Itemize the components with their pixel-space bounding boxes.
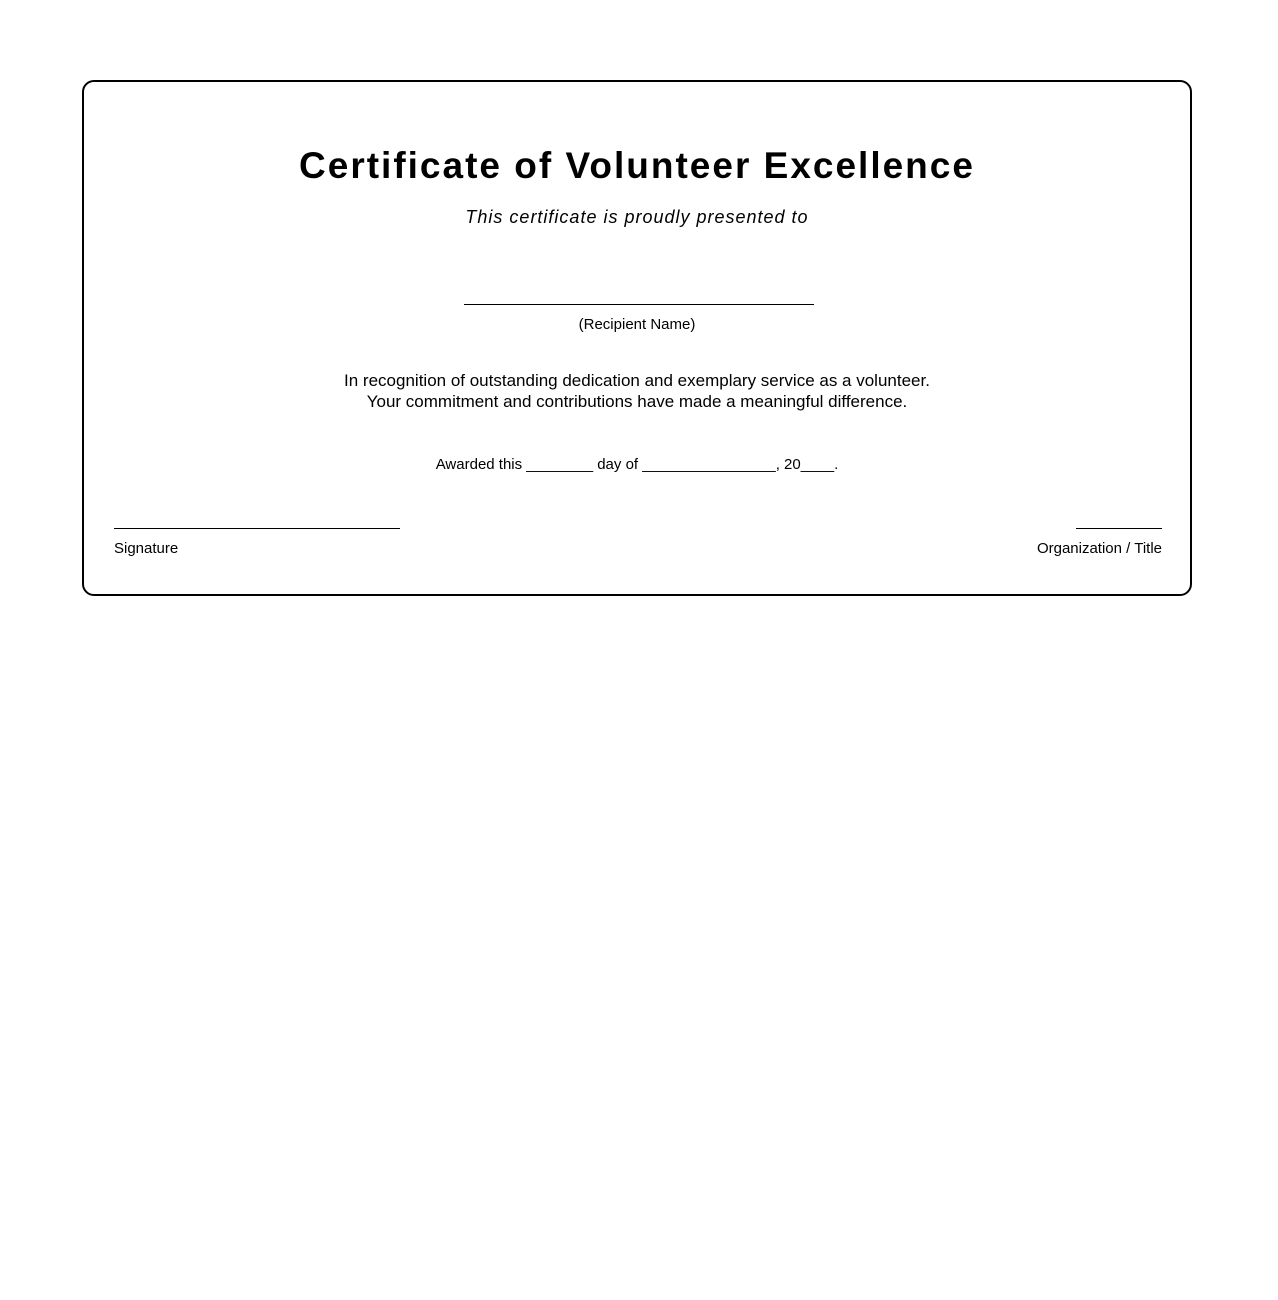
- recognition-line-2: Your commitment and contributions have made a meaningful difference.: [366, 392, 908, 411]
- recognition-line-1: In recognition of outstanding dedication and exemplary service as a volunteer.: [344, 371, 930, 390]
- recipient-name-label: (Recipient Name): [578, 316, 696, 333]
- signature-line: [114, 528, 400, 529]
- awarded-date-text: Awarded this ________ day of ________________, 20____.: [435, 456, 839, 473]
- organization-title-line: [1076, 528, 1162, 529]
- certificate-title: Certificate of Volunteer Excellence: [299, 145, 975, 186]
- recognition-text: [84, 370, 1190, 412]
- certificate-frame: [82, 80, 1192, 596]
- certificate-subtitle: This certificate is proudly presented to: [465, 207, 809, 227]
- recipient-name-line: [464, 304, 814, 305]
- signature-label: Signature: [114, 540, 179, 557]
- organization-title-label: Organization / Title: [1036, 540, 1162, 557]
